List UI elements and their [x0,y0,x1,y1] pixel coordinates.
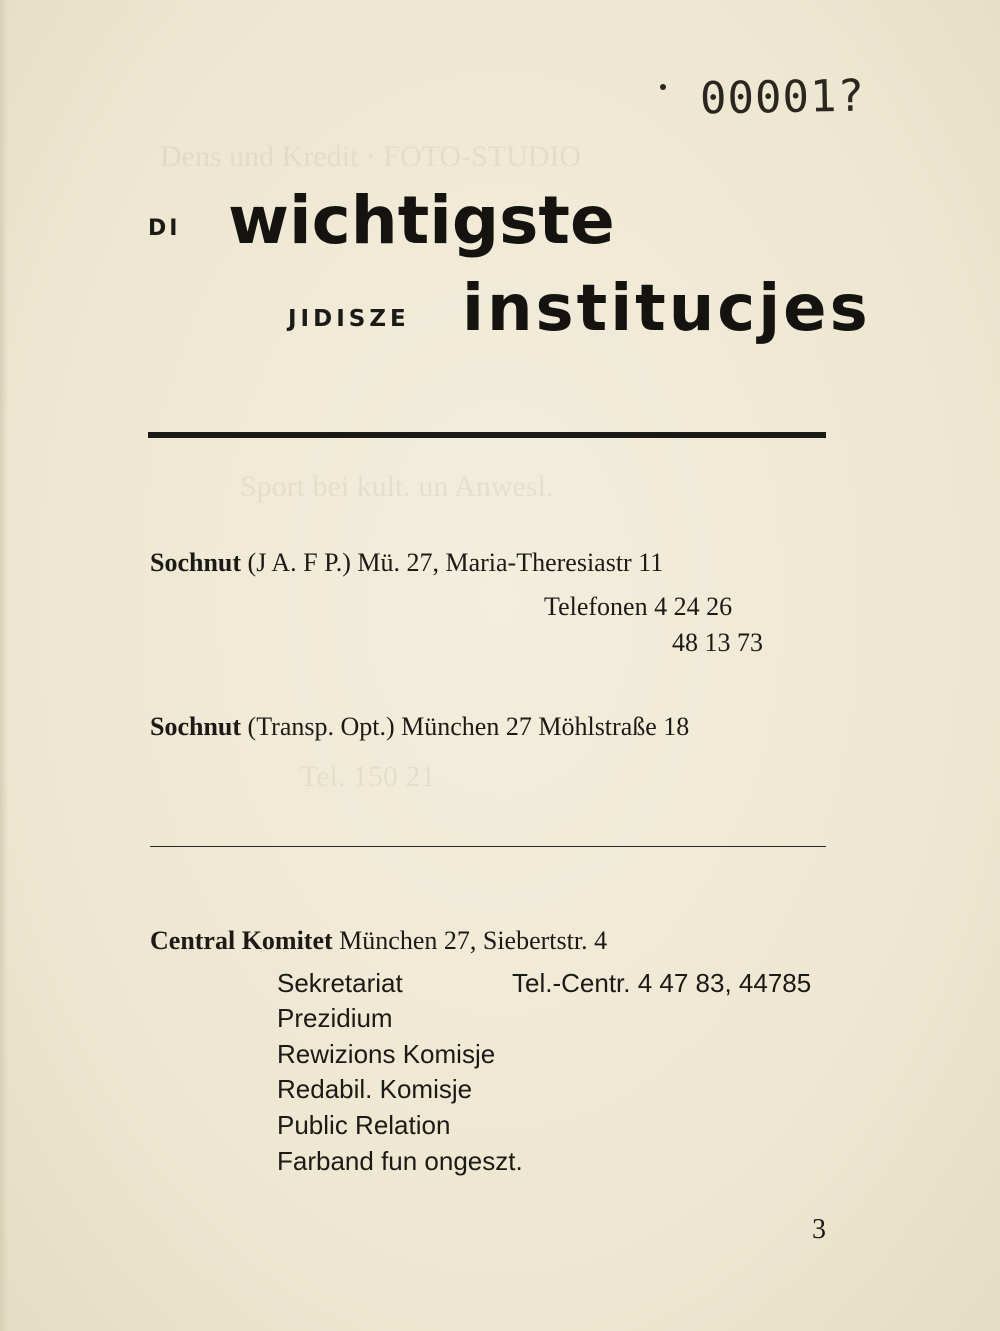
show-through-text: Tel. 150 21 [300,760,436,793]
central-komitet-name: Central Komitet [150,926,333,955]
stamp-dot [660,84,666,90]
department-item: Public Relation [277,1110,451,1140]
section-divider [150,846,826,847]
page-number: 3 [812,1214,826,1245]
central-komitet-tel: Tel.-Centr. 4 47 83, 44785 [512,968,812,998]
sochnut-entry [150,548,663,578]
sochnut-name: Sochnut [150,548,242,577]
stamp-mark: ? [836,70,866,123]
department-item: Redabil. Komisje [277,1074,473,1104]
department-item: Prezidium [277,1003,393,1033]
sochnut-phones [544,592,732,622]
page-edge-shadow [0,0,8,1331]
sochnut-transport-name: Sochnut [150,712,242,741]
sochnut-transport-detail: (Transp. Opt.) München 27 Möhlstraße 18 [247,712,690,741]
department-item: Rewizions Komisje [277,1039,496,1069]
archive-stamp [700,71,866,125]
department-item: Farband fun ongeszt. [277,1146,523,1176]
heading-line2: institucjes [462,272,871,346]
phone-number-1: 4 24 26 [654,592,733,621]
show-through-text: Sport bei kult. un Anwesl. [240,470,554,503]
sochnut-transport-entry [150,712,689,742]
show-through-text: Dens und Kredit · FOTO-STUDIO [160,140,582,173]
stamp-number: 00001 [699,71,838,125]
phone-number-2: 48 13 73 [672,628,763,657]
department-item: Sekretariat [277,968,403,998]
central-komitet-address: München 27, Siebertstr. 4 [339,926,608,955]
heading-divider [148,432,826,438]
sochnut-detail: (J A. F P.) Mü. 27, Maria-Theresiastr 11 [247,548,664,577]
heading-line1: wichtigste [228,182,615,259]
heading-line2-prefix: JIDISZE [288,306,410,332]
phone-label: Telefonen [544,592,648,621]
heading-prefix: DI [148,216,181,241]
central-komitet-entry [150,926,607,956]
